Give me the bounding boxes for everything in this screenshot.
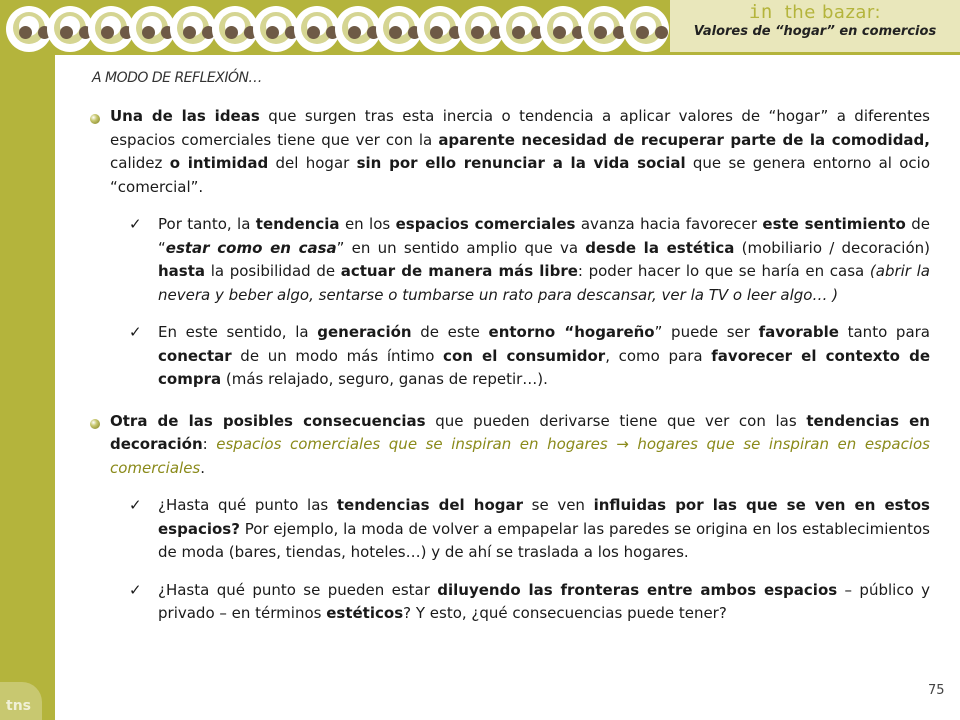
text-run: con el consumidor (443, 346, 606, 365)
decorative-ring (581, 6, 627, 52)
text-run: tanto para (838, 323, 930, 341)
text-run: (más relajado, seguro, ganas de repetir…). (221, 370, 548, 388)
decorative-ring (294, 6, 340, 52)
decorative-dot (19, 26, 32, 39)
decorative-dot (183, 26, 196, 39)
text-run: (abrir la nevera y beber algo, sentarse o tumbarse un rato para descansar, ver la TV o leer algo… ) (158, 262, 930, 304)
text-run: : (202, 435, 217, 453)
text-run: favorable (758, 323, 839, 341)
decorative-ring (335, 6, 381, 52)
decorative-dot (348, 26, 361, 39)
decorative-ring (47, 6, 93, 52)
decorative-ring (129, 6, 175, 52)
header-box (670, 0, 960, 52)
text-run: del hogar (268, 154, 357, 172)
text-run: de “ (158, 215, 931, 257)
decorative-ring (212, 6, 258, 52)
text-run: Una de las ideas (110, 107, 260, 125)
text-run: conectar (158, 346, 232, 365)
decorative-ring (253, 6, 299, 52)
checklist-item (90, 579, 930, 626)
bullet-paragraph (90, 105, 930, 199)
text-run: avanza hacia favorecer (575, 215, 763, 233)
text-run: aparente necesidad de recuperar parte de la comodidad, (438, 130, 930, 149)
text-run: diluyendo las fronteras entre ambos espacios (437, 580, 838, 599)
bullet-paragraph (90, 410, 930, 481)
brand-in: in (748, 1, 773, 23)
text-run: o intimidad (169, 154, 269, 172)
decorative-dot (225, 26, 238, 39)
header-subtitle: Valores de “hogar” en comercios (693, 24, 937, 39)
text-run: Otra de las posibles consecuencias (110, 411, 426, 430)
logo-text: tns (6, 698, 31, 714)
text-run: estar como en casa (165, 238, 337, 257)
checkmark-icon: ✓ (129, 496, 142, 514)
decorative-dot (60, 26, 73, 39)
text-run: generación (317, 323, 412, 341)
decorative-dot (389, 26, 402, 39)
text-run: se ven (523, 496, 594, 514)
checkmark-icon: ✓ (129, 580, 142, 599)
decorative-ring (458, 6, 504, 52)
decorative-dot (266, 26, 279, 39)
text-run: En este sentido, la (158, 323, 318, 341)
top-decorative-band (0, 0, 670, 55)
decorative-ring (499, 6, 545, 52)
text-run: que surgen tras esta inercia o tendencia a aplicar valores de “hogar” a diferentes espacios comerciales tiene que ver con la (110, 107, 930, 149)
checkmark-icon: ✓ (129, 215, 142, 233)
checklist-item (90, 494, 930, 565)
page-number: 75 (928, 683, 945, 698)
decorative-dot (636, 26, 649, 39)
decorative-ring (170, 6, 216, 52)
checkmark-icon: ✓ (129, 323, 142, 341)
text-run: espacios comerciales que se inspiran en hogares → hogares que se inspiran en espacios comerciales (110, 435, 930, 477)
main-content (90, 105, 930, 626)
text-run: ¿Hasta qué punto se pueden estar (158, 580, 438, 599)
decorative-ring-row (6, 6, 666, 52)
text-run: estéticos (326, 604, 404, 622)
text-run: desde la estética (585, 238, 735, 257)
text-run: tendencia (255, 215, 340, 233)
decorative-ring (540, 6, 586, 52)
decorative-ring (88, 6, 134, 52)
text-run: entorno “hogareño (488, 323, 655, 341)
decorative-dot (512, 26, 525, 39)
left-sidebar-band (0, 0, 55, 720)
text-run: de un modo más íntimo (231, 346, 444, 365)
text-run: la posibilidad de (205, 262, 341, 280)
text-run: espacios comerciales (395, 215, 576, 233)
section-title: A MODO DE REFLEXIÓN… (92, 70, 262, 86)
text-run: que pueden derivarse tiene que ver con las (425, 411, 807, 430)
olive-sphere-bullet-icon (90, 419, 100, 429)
text-run: influidas por las que se ven en estos espacios? (158, 496, 930, 538)
decorative-dot (307, 26, 320, 39)
decorative-dot (594, 26, 607, 39)
decorative-dot (471, 26, 484, 39)
text-run: favorecer el contexto de compra (158, 346, 930, 388)
decorative-ring (6, 6, 52, 52)
decorative-ring (623, 6, 669, 52)
text-run: tendencias del hogar (336, 496, 524, 514)
brand-rest: the bazar: (784, 2, 882, 23)
text-run: ¿Hasta qué punto las (158, 496, 337, 514)
text-run: ” en un sentido amplio que va (336, 238, 586, 257)
text-run: tendencias en decoración (110, 411, 930, 453)
text-run: Por ejemplo, la moda de volver a empapelar las paredes se origina en los establecimientos de moda (bares, tiendas, hoteles…) y de ahí se traslada a los hogares. (158, 519, 930, 561)
text-run: en los (339, 215, 396, 233)
text-run: ? Y esto, ¿qué consecuencias puede tener? (403, 604, 727, 622)
checklist-item (90, 213, 930, 307)
text-run: de este (411, 323, 489, 341)
text-run: actuar de manera más libre (340, 262, 578, 280)
text-run: – público y privado – en términos (158, 580, 930, 622)
brand-title (670, 1, 960, 23)
text-run: ” puede ser (654, 323, 759, 341)
text-run: Por tanto, la (158, 215, 256, 233)
checklist-item (90, 321, 930, 392)
decorative-dot (553, 26, 566, 39)
decorative-dot (142, 26, 155, 39)
text-run: que se genera entorno al ocio “comercial”. (110, 154, 930, 196)
text-run: (mobiliario / decoración) (734, 238, 930, 257)
text-run: , como para (605, 346, 712, 365)
olive-sphere-bullet-icon (90, 114, 100, 124)
decorative-dot (101, 26, 114, 39)
text-run: . (200, 458, 206, 477)
decorative-dot (655, 26, 668, 39)
text-run: este sentimiento (762, 215, 906, 233)
text-run: : poder hacer lo que se haría en casa (577, 262, 870, 280)
decorative-dot (430, 26, 443, 39)
tns-logo (0, 682, 42, 720)
decorative-ring (417, 6, 463, 52)
text-run: calidez (110, 154, 170, 172)
decorative-ring (376, 6, 422, 52)
text-run: sin por ello renunciar a la vida social (356, 154, 686, 172)
header-divider (0, 52, 960, 55)
text-run: hasta (158, 262, 206, 280)
